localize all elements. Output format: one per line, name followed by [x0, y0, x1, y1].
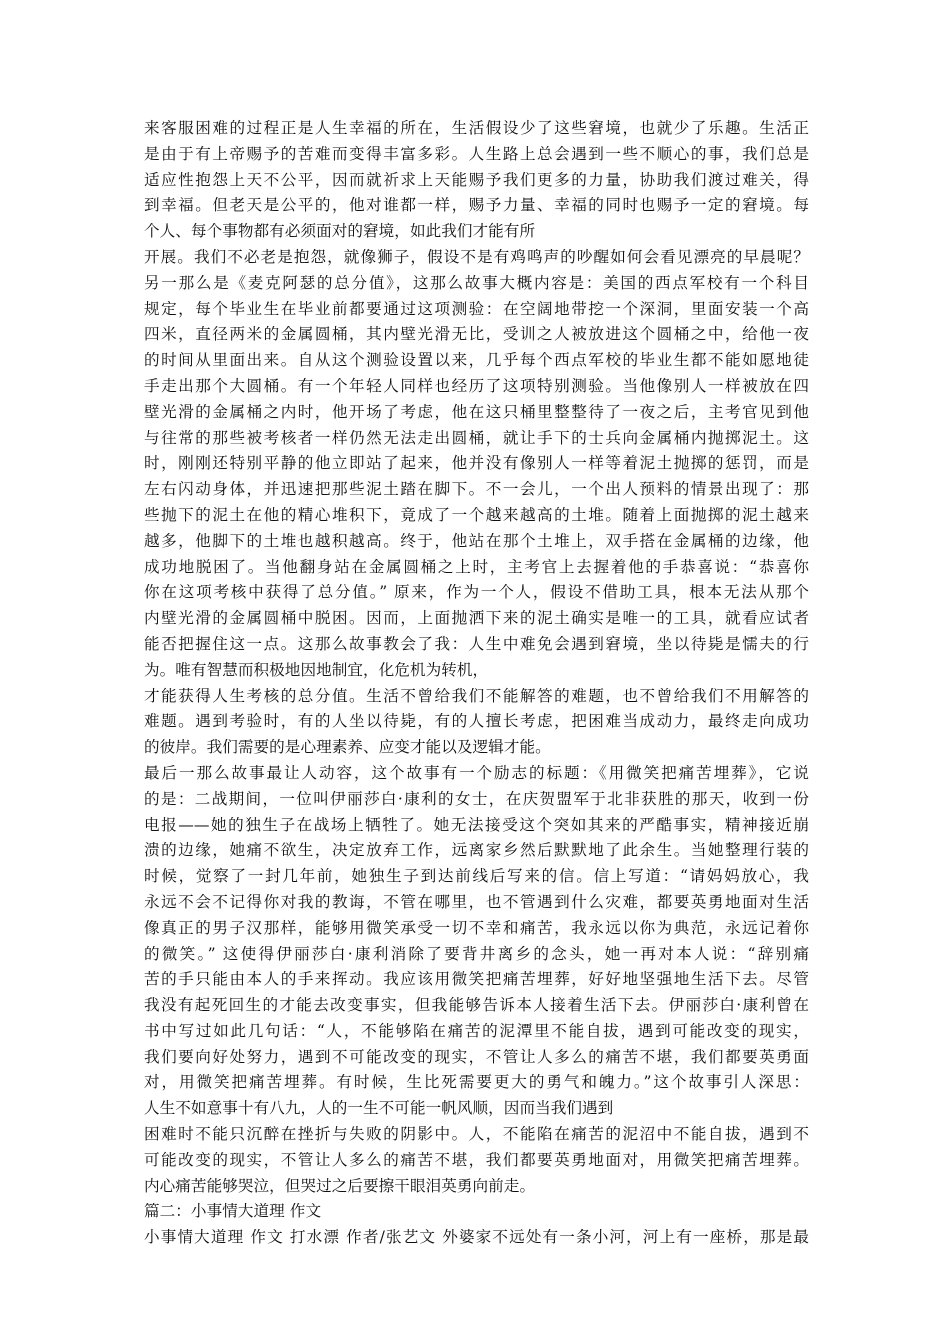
- text-line: 到幸福。但老天是公平的，他对谁都一样，赐予力量、幸福的同时也赐予一定的窘境。每: [144, 196, 809, 215]
- text-line: 可能改变的现实，不管让人多么的痛苦不堪，我们都要英勇地面对，用微笑把痛苦埋葬。: [144, 1150, 809, 1169]
- text-line: 些抛下的泥土在他的精心堆积下，竟成了一个越来越高的土堆。随着上面抛掷的泥土越来: [144, 505, 809, 524]
- text-line: 为。唯有智慧而积极地因地制宜，化危机为转机，: [144, 660, 489, 679]
- text-line: 是由于有上帝赐予的苦难而变得丰富多彩。人生路上总会遇到一些不顺心的事，我们总是: [144, 144, 809, 163]
- text-line: 像真正的男子汉那样，能够用微笑承受一切不幸和痛苦，我永远以你为典范，永远记着你: [144, 918, 809, 937]
- text-line: 溃的边缘，她痛不欲生，决定放弃工作，远离家乡然后默默地了此余生。当她整理行装的: [144, 841, 809, 860]
- body-text: [144, 116, 809, 1251]
- text-line: 我们要向好处努力，遇到不可能改变的现实，不管让人多么的痛苦不堪，我们都要英勇面: [144, 1047, 809, 1066]
- text-line: 人生不如意事十有八九，人的一生不可能一帆风顺，因而当我们遇到: [144, 1099, 614, 1118]
- text-line: 你在这项考核中获得了总分值。” 原来，作为一个人，假设不借助工具，根本无法从那个: [144, 583, 809, 602]
- text-line: 篇二：小事情大道理 作文: [144, 1202, 322, 1221]
- text-line: 内壁光滑的金属圆桶中脱困。因而，上面抛洒下来的泥土确实是唯一的工具，就看应试者: [144, 609, 809, 628]
- text-line: 难题。遇到考验时，有的人坐以待毙，有的人擅长考虑，把困难当成动力，最终走向成功: [144, 712, 809, 731]
- text-line: 的是：二战期间，一位叫伊丽莎白·康利的女士，在庆贺盟军于北非获胜的那天，收到一份: [144, 789, 809, 808]
- text-line: 的彼岸。我们需要的是心理素养、应变才能以及逻辑才能。: [144, 738, 551, 757]
- text-line: 来客服困难的过程正是人生幸福的所在，生活假设少了这些窘境，也就少了乐趣。生活正: [144, 119, 809, 137]
- text-line: 的时间从里面出来。自从这个测验设置以来，几乎每个西点军校的毕业生都不能如愿地徒: [144, 351, 809, 370]
- text-line: 苦的手只能由本人的手来挥动。我应该用微笑把痛苦埋葬，好好地坚强地生活下去。尽管: [144, 970, 809, 989]
- text-line: 时，刚刚还特别平静的他立即站了起来，他并没有像别人一样等着泥土抛掷的惩罚，而是: [144, 454, 809, 473]
- text-line: 越多，他脚下的土堆也越积越高。终于，他站在那个土堆上，双手搭在金属桶的边缘，他: [144, 531, 809, 550]
- text-line: 对，用微笑把痛苦埋葬。有时候，生比死需要更大的勇气和魄力。”这个故事引人深思：: [144, 1073, 809, 1092]
- text-line: 手走出那个大圆桶。有一个年轻人同样也经历了这项特别测验。当他像别人一样被放在四: [144, 376, 809, 395]
- text-line: 与往常的那些被考核者一样仍然无法走出圆桶，就让手下的士兵向金属桶内抛掷泥土。这: [144, 428, 809, 447]
- text-line: 个人、每个事物都有必须面对的窘境，如此我们才能有所: [144, 222, 536, 241]
- text-line: 最后一那么故事最让人动容，这个故事有一个励志的标题：《用微笑把痛苦埋葬》，它说: [144, 763, 809, 782]
- text-line: 规定，每个毕业生在毕业前都要通过这项测验：在空阔地带挖一个深洞，里面安装一个高: [144, 299, 809, 318]
- text-line: 困难时不能只沉醉在挫折与失败的阴影中。人，不能陷在痛苦的泥沼中不能自拔，遇到不: [144, 1125, 809, 1144]
- text-line: 我没有起死回生的才能去改变事实，但我能够告诉本人接着生活下去。伊丽莎白·康利曾在: [144, 996, 809, 1015]
- text-line: 内心痛苦能够哭泣，但哭过之后要擦干眼泪英勇向前走。: [144, 1176, 536, 1195]
- text-line: 成功地脱困了。当他翻身站在金属圆桶之上时，主考官上去握着他的手恭喜说：“恭喜你: [144, 557, 809, 576]
- text-line: 开展。我们不必老是抱怨，就像狮子，假设不是有鸡鸣声的吵醒如何会看见漂亮的早晨呢？: [144, 247, 809, 266]
- text-line: 另一那么是《麦克阿瑟的总分值》，这那么故事大概内容是：美国的西点军校有一个科目: [144, 273, 809, 292]
- text-line: 才能获得人生考核的总分值。生活不曾给我们不能解答的难题，也不曾给我们不用解答的: [144, 686, 809, 705]
- text-line: 书中写过如此几句话：“人，不能够陷在痛苦的泥潭里不能自拔，遇到可能改变的现实，: [144, 1021, 809, 1040]
- text-line: 能否把握住这一点。这那么故事教会了我：人生中难免会遇到窘境，坐以待毙是懦夫的行: [144, 634, 809, 653]
- text-line: 适应性抱怨上天不公平，因而就祈求上天能赐予我们更多的力量，协助我们渡过难关，得: [144, 170, 809, 189]
- text-line: 永远不会不记得你对我的教诲，不管在哪里，也不管遇到什么灾难，都要英勇地面对生活: [144, 892, 809, 911]
- text-line: 的微笑。” 这使得伊丽莎白·康利消除了要背井离乡的念头，她一再对本人说：“辞别痛: [144, 944, 809, 963]
- text-line: 壁光滑的金属桶之内时，他开场了考虑，他在这只桶里整整待了一夜之后，主考官见到他: [144, 402, 809, 421]
- text-line: 电报——她的独生子在战场上牺牲了。她无法接受这个突如其来的严酷事实，精神接近崩: [144, 815, 809, 834]
- text-line: 四米，直径两米的金属圆桶，其内壁光滑无比，受训之人被放进这个圆桶之中，给他一夜: [144, 325, 809, 344]
- text-line: 左右闪动身体，并迅速把那些泥土踏在脚下。不一会儿，一个出人预料的情景出现了：那: [144, 480, 809, 499]
- text-line: 时候，觉察了一封几年前，她独生子到达前线后写来的信。信上写道：“请妈妈放心，我: [144, 867, 809, 886]
- text-line: 小事情大道理 作文 打水漂 作者/张艺文 外婆家不远处有一条小河，河上有一座桥，那是最: [144, 1228, 809, 1247]
